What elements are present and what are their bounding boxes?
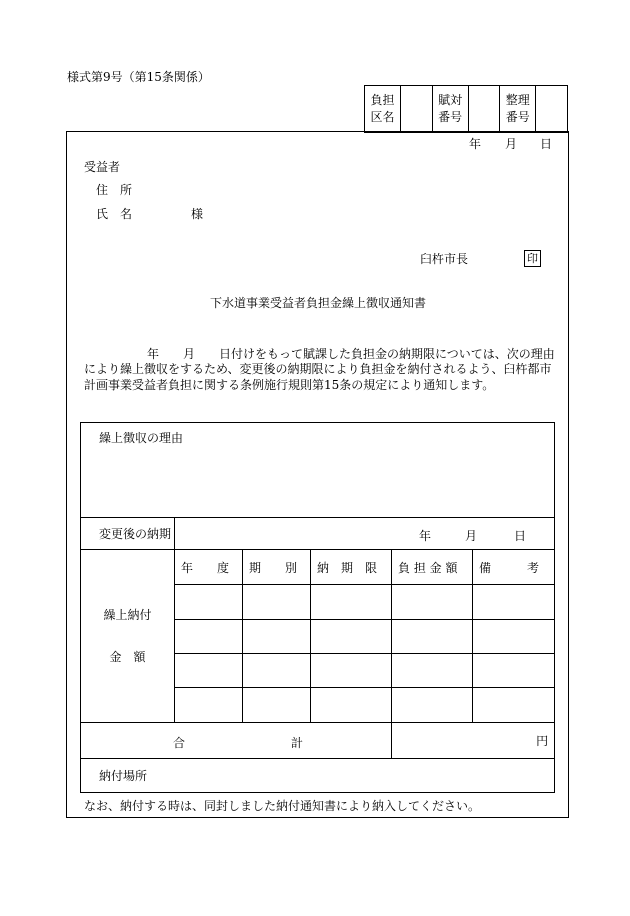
body-line-2: により繰上徴収をするため、変更後の納期限により負担金を納付されるよう、臼杵都市 bbox=[84, 362, 552, 376]
issuer-title: 臼杵市長 bbox=[420, 252, 469, 266]
cell-deadline[interactable] bbox=[311, 688, 392, 723]
cell-amount[interactable] bbox=[392, 688, 473, 723]
footer-note: なお、納付する時は、同封しました納付通知書により納入してください。 bbox=[84, 799, 481, 813]
recipient-address-label: 住 所 bbox=[96, 183, 133, 197]
cell-deadline[interactable] bbox=[311, 585, 392, 620]
cell-fiscal-year[interactable] bbox=[175, 688, 243, 723]
recipient-heading: 受益者 bbox=[84, 160, 121, 174]
recipient-honorific: 様 bbox=[191, 207, 204, 221]
body-line-1: 年 月 日付けをもって賦課した負担金の納期限については、次の理由 bbox=[147, 347, 555, 361]
cell-fiscal-year[interactable] bbox=[175, 654, 243, 688]
collection-table bbox=[80, 422, 555, 793]
form-id: 様式第9号（第15条関係） bbox=[67, 70, 210, 84]
total-label-cell bbox=[81, 723, 392, 759]
date-year: 年 bbox=[469, 137, 482, 151]
recipient-name-label: 氏 名 bbox=[96, 207, 133, 221]
cell-remarks[interactable] bbox=[473, 688, 555, 723]
cell-term[interactable] bbox=[243, 688, 311, 723]
cell-amount[interactable] bbox=[392, 585, 473, 620]
col-header-deadline: 納 期 限 bbox=[311, 550, 392, 585]
header-cell-levy-label: 賦対 番号 bbox=[432, 86, 468, 133]
cell-amount[interactable] bbox=[392, 620, 473, 654]
payment-amount-label-cell bbox=[81, 550, 175, 723]
total-label-2: 計 bbox=[291, 736, 304, 750]
cell-term[interactable] bbox=[243, 585, 311, 620]
document-title: 下水道事業受益者負担金繰上徴収通知書 bbox=[210, 296, 427, 310]
header-cell-levy-value[interactable] bbox=[468, 86, 500, 133]
new-deadline-year: 年 bbox=[419, 529, 432, 543]
reason-cell[interactable] bbox=[81, 423, 555, 518]
new-deadline-day: 日 bbox=[514, 529, 527, 543]
header-number-table bbox=[364, 85, 568, 133]
cell-deadline[interactable] bbox=[311, 654, 392, 688]
cell-term[interactable] bbox=[243, 654, 311, 688]
cell-term[interactable] bbox=[243, 620, 311, 654]
col-header-term: 期 別 bbox=[243, 550, 311, 585]
reason-label: 繰上徴収の理由 bbox=[99, 431, 184, 445]
cell-fiscal-year[interactable] bbox=[175, 620, 243, 654]
date-day: 日 bbox=[540, 137, 553, 151]
new-deadline-month: 月 bbox=[465, 529, 478, 543]
payment-label-1: 繰上納付 bbox=[103, 608, 152, 622]
payment-place-cell[interactable] bbox=[81, 759, 555, 793]
date-month: 月 bbox=[505, 137, 518, 151]
body-line-3: 計画事業受益者負担に関する条例施行規則第15条の規定により通知します。 bbox=[84, 378, 495, 392]
payment-label-2: 金 額 bbox=[109, 650, 146, 664]
header-cell-district-label: 負担 区名 bbox=[365, 86, 401, 133]
cell-remarks[interactable] bbox=[473, 620, 555, 654]
seal-mark: 印 bbox=[524, 250, 541, 267]
cell-deadline[interactable] bbox=[311, 620, 392, 654]
new-deadline-value[interactable] bbox=[175, 518, 555, 550]
header-cell-ref-label: 整理 番号 bbox=[500, 86, 536, 133]
cell-amount[interactable] bbox=[392, 654, 473, 688]
cell-remarks[interactable] bbox=[473, 654, 555, 688]
total-amount-cell[interactable] bbox=[392, 723, 555, 759]
total-unit: 円 bbox=[536, 734, 549, 748]
cell-remarks[interactable] bbox=[473, 585, 555, 620]
col-header-remarks: 備 考 bbox=[473, 550, 555, 585]
header-cell-district-value[interactable] bbox=[401, 86, 433, 133]
total-label-1: 合 bbox=[173, 736, 186, 750]
cell-fiscal-year[interactable] bbox=[175, 585, 243, 620]
col-header-amount: 負 担 金 額 bbox=[392, 550, 473, 585]
col-header-fiscal-year: 年 度 bbox=[175, 550, 243, 585]
new-deadline-label: 変更後の納期 bbox=[81, 518, 175, 550]
header-cell-ref-value[interactable] bbox=[536, 86, 568, 133]
payment-place-label: 納付場所 bbox=[99, 769, 148, 783]
